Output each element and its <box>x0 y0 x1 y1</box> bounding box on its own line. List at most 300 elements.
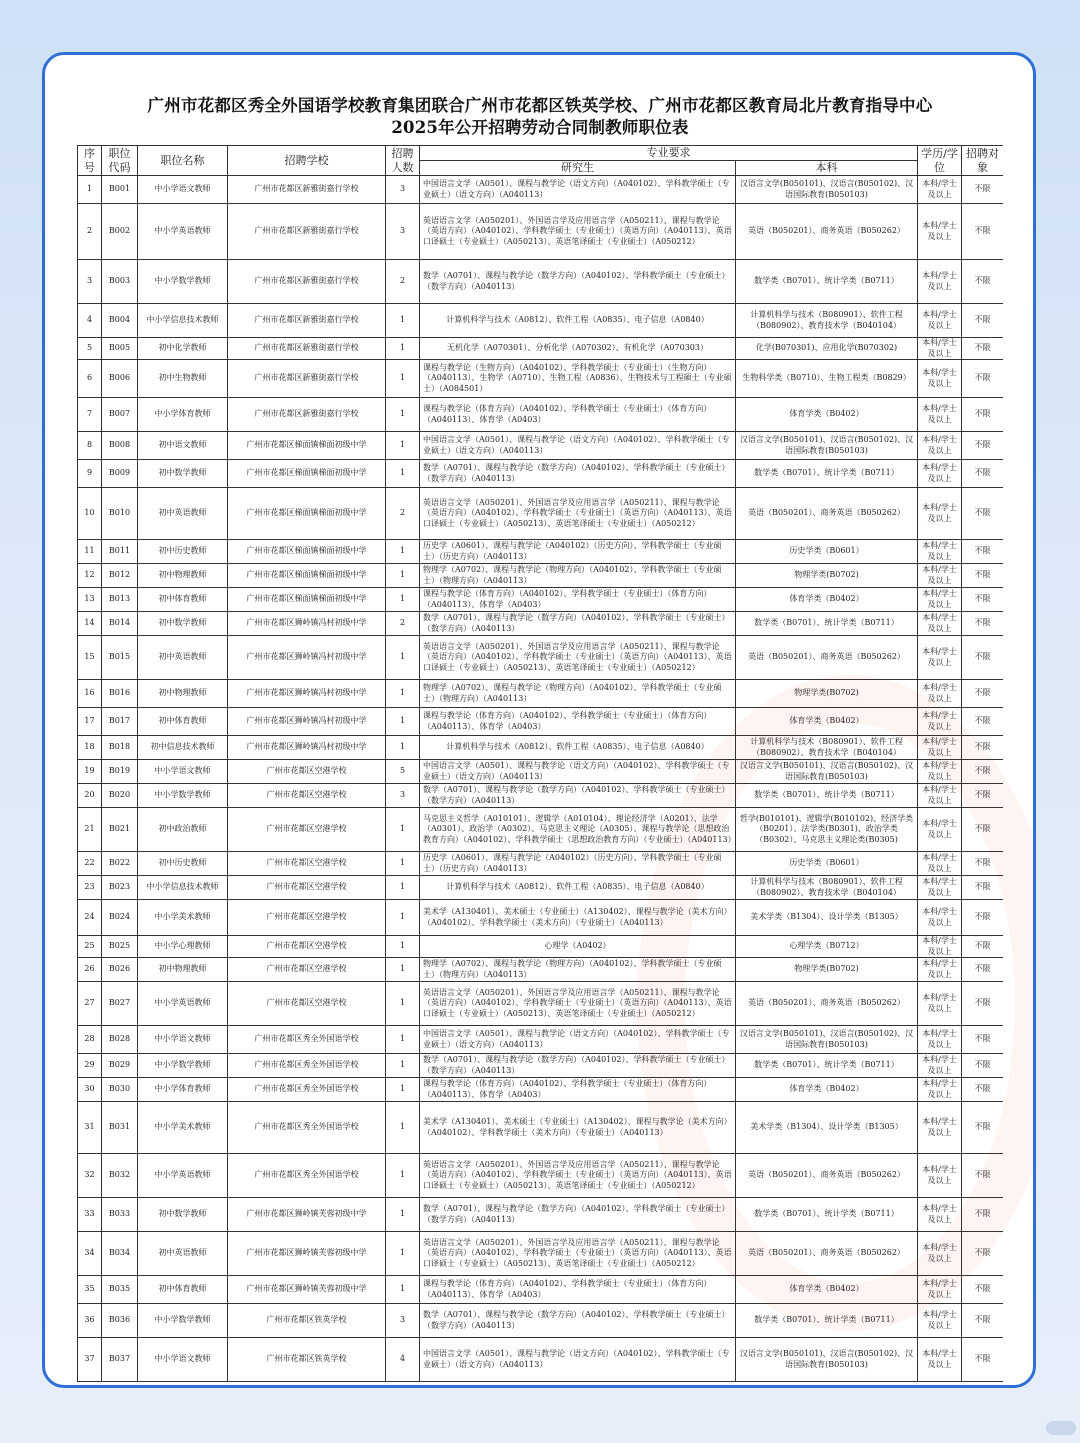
row-seq: 13 <box>78 588 102 612</box>
row-count: 1 <box>386 1078 420 1102</box>
row-degree: 本科/学士及以上 <box>918 460 962 488</box>
row-undergrad-major: 数学类（B0701）、统计学类（B0711） <box>736 784 918 808</box>
table-row <box>78 876 1004 900</box>
row-seq: 6 <box>78 360 102 398</box>
row-seq: 11 <box>78 540 102 564</box>
row-degree: 本科/学士及以上 <box>918 1232 962 1276</box>
row-target: 不限 <box>962 958 1004 982</box>
row-code: B003 <box>102 260 138 304</box>
row-code: B006 <box>102 360 138 398</box>
row-undergrad-major: 体育学类（B0402） <box>736 1276 918 1304</box>
row-degree: 本科/学士及以上 <box>918 1026 962 1054</box>
row-school: 广州市花都区狮岭镇芙蓉初级中学 <box>228 1232 386 1276</box>
row-count: 1 <box>386 982 420 1026</box>
row-seq: 30 <box>78 1078 102 1102</box>
row-grad-major: 中国语言文学（A0501）、课程与教学论（语文方向）（A040102）、学科教学硕士（专业硕士）（语文方向）（A040113） <box>420 432 736 460</box>
row-degree: 本科/学士及以上 <box>918 338 962 360</box>
row-degree: 本科/学士及以上 <box>918 1102 962 1154</box>
row-target: 不限 <box>962 304 1004 338</box>
row-grad-major: 美术学（A130401）、美术硕士（专业硕士）（A130402）、课程与教学论（美术方向）（A040102）、学科教学硕士（美术方向）（专业硕士）（A040113） <box>420 1102 736 1154</box>
row-school: 广州市花都区秀全外国语学校 <box>228 1054 386 1078</box>
row-target: 不限 <box>962 982 1004 1026</box>
row-position: 中小学语文教师 <box>138 1338 228 1382</box>
row-school: 广州市花都区新雅街嘉行学校 <box>228 204 386 260</box>
row-school: 广州市花都区狮岭镇冯村初级中学 <box>228 636 386 680</box>
row-seq: 28 <box>78 1026 102 1054</box>
row-undergrad-major: 数学类（B0701）、统计学类（B0711） <box>736 1198 918 1232</box>
table-row <box>78 1304 1004 1338</box>
row-seq: 9 <box>78 460 102 488</box>
row-position: 初中数学教师 <box>138 612 228 636</box>
row-target: 不限 <box>962 564 1004 588</box>
row-seq: 5 <box>78 338 102 360</box>
row-school: 广州市花都区秀全外国语学校 <box>228 1026 386 1054</box>
row-seq: 26 <box>78 958 102 982</box>
row-school: 广州市花都区新雅街嘉行学校 <box>228 338 386 360</box>
row-undergrad-major: 英语（B050201）、商务英语（B050262） <box>736 1154 918 1198</box>
row-undergrad-major: 历史学类（B0601） <box>736 540 918 564</box>
row-grad-major: 数学（A0701）、课程与教学论（数学方向）（A040102）、学科教学硕士（专业硕士）（数学方向）（A040113） <box>420 612 736 636</box>
row-grad-major: 中国语言文学（A0501）、课程与教学论（语文方向）（A040102）、学科教学硕士（专业硕士）（语文方向）（A040113） <box>420 176 736 204</box>
row-grad-major: 数学（A0701）、课程与教学论（数学方向）（A040102）、学科教学硕士（专业硕士）（数学方向）（A040113） <box>420 1054 736 1078</box>
row-position: 中小学英语教师 <box>138 204 228 260</box>
table-row <box>78 432 1004 460</box>
row-target: 不限 <box>962 540 1004 564</box>
row-grad-major: 英语语言文学（A050201）、外国语言学及应用语言学（A050211）、课程与教学论（英语方向）（A040102）、学科教学硕士（专业硕士）（英语方向）（A040113）、英语口译硕士（专业硕士）（A050213）、英语笔译硕士（专业硕士）（A050212） <box>420 1154 736 1198</box>
row-school: 广州市花都区空港学校 <box>228 784 386 808</box>
row-seq: 37 <box>78 1338 102 1382</box>
row-count: 3 <box>386 204 420 260</box>
row-seq: 10 <box>78 488 102 540</box>
table-row <box>78 982 1004 1026</box>
table-row <box>78 1232 1004 1276</box>
row-count: 1 <box>386 852 420 876</box>
row-degree: 本科/学士及以上 <box>918 736 962 760</box>
row-target: 不限 <box>962 176 1004 204</box>
row-degree: 本科/学士及以上 <box>918 876 962 900</box>
row-position: 中小学美术教师 <box>138 900 228 936</box>
row-target: 不限 <box>962 1154 1004 1198</box>
row-school: 广州市花都区新雅街嘉行学校 <box>228 304 386 338</box>
row-code: B032 <box>102 1154 138 1198</box>
row-undergrad-major: 数学类（B0701）、统计学类（B0711） <box>736 460 918 488</box>
row-code: B001 <box>102 176 138 204</box>
row-grad-major: 英语语言文学（A050201）、外国语言学及应用语言学（A050211）、课程与教学论（英语方向）（A040102）、学科教学硕士（专业硕士）（英语方向）（A040113）、英语口译硕士（专业硕士）（A050213）、英语笔译硕士（专业硕士）（A050212） <box>420 204 736 260</box>
row-count: 1 <box>386 1054 420 1078</box>
row-seq: 20 <box>78 784 102 808</box>
row-count: 1 <box>386 808 420 852</box>
row-code: B017 <box>102 708 138 736</box>
row-count: 1 <box>386 900 420 936</box>
row-school: 广州市花都区新雅街嘉行学校 <box>228 398 386 432</box>
row-count: 3 <box>386 176 420 204</box>
row-grad-major: 计算机科学与技术（A0812）、软件工程（A0835）、电子信息（A0840） <box>420 304 736 338</box>
header-school: 招聘学校 <box>228 146 386 176</box>
row-grad-major: 课程与教学论（体育方向）（A040102）、学科教学硕士（专业硕士）（体育方向）（A040113）、体育学（A0403） <box>420 1276 736 1304</box>
row-target: 不限 <box>962 204 1004 260</box>
row-school: 广州市花都区狮岭镇芙蓉初级中学 <box>228 1198 386 1232</box>
row-position: 初中数学教师 <box>138 460 228 488</box>
row-grad-major: 历史学（A0601）、课程与教学论（A040102）（历史方向）、学科教学硕士（专业硕士）（历史方向）（A040113） <box>420 852 736 876</box>
row-code: B015 <box>102 636 138 680</box>
table-row <box>78 958 1004 982</box>
row-target: 不限 <box>962 808 1004 852</box>
row-school: 广州市花都区狮岭镇冯村初级中学 <box>228 708 386 736</box>
row-target: 不限 <box>962 488 1004 540</box>
row-seq: 24 <box>78 900 102 936</box>
table-row <box>78 736 1004 760</box>
row-count: 1 <box>386 1026 420 1054</box>
row-target: 不限 <box>962 760 1004 784</box>
row-code: B005 <box>102 338 138 360</box>
row-position: 初中历史教师 <box>138 852 228 876</box>
row-seq: 34 <box>78 1232 102 1276</box>
table-row <box>78 1154 1004 1198</box>
row-count: 1 <box>386 876 420 900</box>
table-row <box>78 1026 1004 1054</box>
row-count: 2 <box>386 488 420 540</box>
table-row <box>78 852 1004 876</box>
header-position: 职位名称 <box>138 146 228 176</box>
table-row <box>78 636 1004 680</box>
row-target: 不限 <box>962 338 1004 360</box>
row-undergrad-major: 物理学类(B0702) <box>736 680 918 708</box>
row-seq: 3 <box>78 260 102 304</box>
row-grad-major: 数学（A0701）、课程与教学论（数学方向）（A040102）、学科教学硕士（专业硕士）（数学方向）（A040113） <box>420 260 736 304</box>
row-position: 初中历史教师 <box>138 540 228 564</box>
row-degree: 本科/学士及以上 <box>918 612 962 636</box>
row-school: 广州市花都区梯面镇梯面初级中学 <box>228 564 386 588</box>
row-grad-major: 课程与教学论（体育方向）（A040102）、学科教学硕士（专业硕士）（体育方向）（A040113）、体育学（A0403） <box>420 588 736 612</box>
header-count: 招聘人数 <box>386 146 420 176</box>
row-target: 不限 <box>962 708 1004 736</box>
row-grad-major: 无机化学（A070301）、分析化学（A070302）、有机化学（A070303） <box>420 338 736 360</box>
table-row <box>78 936 1004 958</box>
row-school: 广州市花都区狮岭镇冯村初级中学 <box>228 736 386 760</box>
row-target: 不限 <box>962 1054 1004 1078</box>
row-degree: 本科/学士及以上 <box>918 540 962 564</box>
row-school: 广州市花都区狮岭镇冯村初级中学 <box>228 612 386 636</box>
row-position: 中小学美术教师 <box>138 1102 228 1154</box>
header-major: 专业要求 <box>420 146 918 161</box>
row-grad-major: 数学（A0701）、课程与教学论（数学方向）（A040102）、学科教学硕士（专业硕士）（数学方向）（A040113） <box>420 784 736 808</box>
row-position: 初中信息技术教师 <box>138 736 228 760</box>
row-school: 广州市花都区梯面镇梯面初级中学 <box>228 460 386 488</box>
row-school: 广州市花都区梯面镇梯面初级中学 <box>228 488 386 540</box>
row-target: 不限 <box>962 680 1004 708</box>
row-undergrad-major: 计算机科学与技术（B080901）、软件工程（B080902）、教育技术学（B040104） <box>736 876 918 900</box>
row-target: 不限 <box>962 1198 1004 1232</box>
row-count: 2 <box>386 260 420 304</box>
row-count: 1 <box>386 1154 420 1198</box>
row-grad-major: 计算机科学与技术（A0812）、软件工程（A0835）、电子信息（A0840） <box>420 736 736 760</box>
table-row <box>78 1338 1004 1382</box>
row-code: B010 <box>102 488 138 540</box>
row-degree: 本科/学士及以上 <box>918 260 962 304</box>
row-position: 初中体育教师 <box>138 588 228 612</box>
row-count: 3 <box>386 784 420 808</box>
table-row <box>78 338 1004 360</box>
row-undergrad-major: 体育学类（B0402） <box>736 398 918 432</box>
row-position: 中小学数学教师 <box>138 1054 228 1078</box>
row-undergrad-major: 数学类（B0701）、统计学类（B0711） <box>736 1304 918 1338</box>
row-count: 4 <box>386 1338 420 1382</box>
row-code: B009 <box>102 460 138 488</box>
row-target: 不限 <box>962 1304 1004 1338</box>
row-school: 广州市花都区空港学校 <box>228 876 386 900</box>
row-degree: 本科/学士及以上 <box>918 784 962 808</box>
row-target: 不限 <box>962 1338 1004 1382</box>
row-degree: 本科/学士及以上 <box>918 808 962 852</box>
row-grad-major: 英语语言文学（A050201）、外国语言学及应用语言学（A050211）、课程与教学论（英语方向）（A040102）、学科教学硕士（专业硕士）（英语方向）（A040113）、英语口译硕士（专业硕士）（A050213）、英语笔译硕士（专业硕士）（A050212） <box>420 488 736 540</box>
row-seq: 4 <box>78 304 102 338</box>
row-seq: 22 <box>78 852 102 876</box>
row-count: 5 <box>386 760 420 784</box>
row-position: 中小学体育教师 <box>138 1078 228 1102</box>
row-target: 不限 <box>962 900 1004 936</box>
row-seq: 29 <box>78 1054 102 1078</box>
page-title <box>77 87 1003 139</box>
row-seq: 2 <box>78 204 102 260</box>
row-grad-major: 计算机科学与技术（A0812）、软件工程（A0835）、电子信息（A0840） <box>420 876 736 900</box>
row-code: B030 <box>102 1078 138 1102</box>
row-code: B026 <box>102 958 138 982</box>
row-undergrad-major: 历史学类（B0601） <box>736 852 918 876</box>
row-school: 广州市花都区空港学校 <box>228 808 386 852</box>
row-position: 中小学语文教师 <box>138 760 228 784</box>
row-position: 中小学数学教师 <box>138 784 228 808</box>
row-grad-major: 心理学（A0402） <box>420 936 736 958</box>
row-undergrad-major: 英语（B050201）、商务英语（B050262） <box>736 636 918 680</box>
row-undergrad-major: 数学类（B0701）、统计学类（B0711） <box>736 260 918 304</box>
row-target: 不限 <box>962 1102 1004 1154</box>
row-target: 不限 <box>962 360 1004 398</box>
row-seq: 16 <box>78 680 102 708</box>
row-code: B016 <box>102 680 138 708</box>
table-row <box>78 1102 1004 1154</box>
document <box>77 87 1003 1387</box>
table-row <box>78 808 1004 852</box>
row-target: 不限 <box>962 460 1004 488</box>
row-position: 中小学心理教师 <box>138 936 228 958</box>
row-grad-major: 课程与教学论（体育方向）（A040102）、学科教学硕士（专业硕士）（体育方向）（A040113）、体育学（A0403） <box>420 398 736 432</box>
table-body <box>78 176 1004 1382</box>
row-target: 不限 <box>962 432 1004 460</box>
row-count: 1 <box>386 1276 420 1304</box>
row-count: 1 <box>386 588 420 612</box>
row-position: 初中政治教师 <box>138 808 228 852</box>
row-undergrad-major: 汉语言文学(B050101)、汉语言(B050102)、汉语国际教育(B050103) <box>736 1338 918 1382</box>
row-degree: 本科/学士及以上 <box>918 1276 962 1304</box>
header-target: 招聘对象 <box>962 146 1004 176</box>
row-count: 2 <box>386 612 420 636</box>
row-degree: 本科/学士及以上 <box>918 1198 962 1232</box>
row-school: 广州市花都区铁英学校 <box>228 1304 386 1338</box>
row-code: B008 <box>102 432 138 460</box>
row-code: B021 <box>102 808 138 852</box>
row-target: 不限 <box>962 1232 1004 1276</box>
row-undergrad-major: 英语（B050201）、商务英语（B050262） <box>736 982 918 1026</box>
row-code: B002 <box>102 204 138 260</box>
row-count: 1 <box>386 360 420 398</box>
table-row <box>78 460 1004 488</box>
row-degree: 本科/学士及以上 <box>918 176 962 204</box>
row-seq: 23 <box>78 876 102 900</box>
row-school: 广州市花都区梯面镇梯面初级中学 <box>228 432 386 460</box>
row-grad-major: 数学（A0701）、课程与教学论（数学方向）（A040102）、学科教学硕士（专业硕士）（数学方向）（A040113） <box>420 1198 736 1232</box>
row-code: B019 <box>102 760 138 784</box>
positions-table <box>77 145 1003 1382</box>
row-target: 不限 <box>962 876 1004 900</box>
row-target: 不限 <box>962 1026 1004 1054</box>
table-row <box>78 588 1004 612</box>
row-target: 不限 <box>962 398 1004 432</box>
table-row <box>78 204 1004 260</box>
table-row <box>78 1054 1004 1078</box>
row-code: B028 <box>102 1026 138 1054</box>
row-grad-major: 数学（A0701）、课程与教学论（数学方向）（A040102）、学科教学硕士（专业硕士）（数学方向）（A040113） <box>420 460 736 488</box>
row-seq: 12 <box>78 564 102 588</box>
row-grad-major: 数学（A0701）、课程与教学论（数学方向）（A040102）、学科教学硕士（专业硕士）（数学方向）（A040113） <box>420 1304 736 1338</box>
row-code: B023 <box>102 876 138 900</box>
row-undergrad-major: 英语（B050201）、商务英语（B050262） <box>736 1232 918 1276</box>
row-undergrad-major: 哲学(B010101)、逻辑学(B010102)、经济学类（B0201）、法学类(B0301)、政治学类（B0302）、马克思主义理论类(B0305) <box>736 808 918 852</box>
row-school: 广州市花都区秀全外国语学校 <box>228 1078 386 1102</box>
row-degree: 本科/学士及以上 <box>918 564 962 588</box>
row-school: 广州市花都区铁英学校 <box>228 1338 386 1382</box>
row-code: B012 <box>102 564 138 588</box>
table-row <box>78 1078 1004 1102</box>
row-degree: 本科/学士及以上 <box>918 398 962 432</box>
row-count: 1 <box>386 936 420 958</box>
row-undergrad-major: 美术学类（B1304）、设计学类（B1305） <box>736 1102 918 1154</box>
row-undergrad-major: 英语（B050201）、商务英语（B050262） <box>736 204 918 260</box>
row-seq: 36 <box>78 1304 102 1338</box>
row-code: B013 <box>102 588 138 612</box>
scroll-indicator[interactable] <box>1046 1421 1076 1435</box>
table-row <box>78 760 1004 784</box>
row-count: 1 <box>386 304 420 338</box>
row-count: 1 <box>386 338 420 360</box>
row-code: B036 <box>102 1304 138 1338</box>
row-degree: 本科/学士及以上 <box>918 304 962 338</box>
row-target: 不限 <box>962 1276 1004 1304</box>
row-school: 广州市花都区空港学校 <box>228 982 386 1026</box>
table-row <box>78 1276 1004 1304</box>
row-count: 1 <box>386 398 420 432</box>
row-degree: 本科/学士及以上 <box>918 852 962 876</box>
row-count: 1 <box>386 460 420 488</box>
row-position: 初中英语教师 <box>138 1232 228 1276</box>
row-school: 广州市花都区空港学校 <box>228 936 386 958</box>
row-seq: 21 <box>78 808 102 852</box>
row-degree: 本科/学士及以上 <box>918 708 962 736</box>
row-code: B027 <box>102 982 138 1026</box>
row-degree: 本科/学士及以上 <box>918 432 962 460</box>
row-seq: 14 <box>78 612 102 636</box>
row-target: 不限 <box>962 852 1004 876</box>
header-row-1 <box>78 146 1004 161</box>
row-degree: 本科/学士及以上 <box>918 204 962 260</box>
row-target: 不限 <box>962 736 1004 760</box>
row-code: B033 <box>102 1198 138 1232</box>
row-target: 不限 <box>962 1078 1004 1102</box>
table-row <box>78 680 1004 708</box>
row-position: 初中语文教师 <box>138 432 228 460</box>
row-seq: 7 <box>78 398 102 432</box>
row-count: 1 <box>386 1232 420 1276</box>
row-undergrad-major: 体育学类（B0402） <box>736 708 918 736</box>
table-row <box>78 176 1004 204</box>
row-position: 中小学信息技术教师 <box>138 304 228 338</box>
row-code: B031 <box>102 1102 138 1154</box>
row-position: 初中体育教师 <box>138 708 228 736</box>
table-row <box>78 1198 1004 1232</box>
header-seq: 序号 <box>78 146 102 176</box>
row-undergrad-major: 美术学类（B1304）、设计学类（B1305） <box>736 900 918 936</box>
row-position: 初中物理教师 <box>138 564 228 588</box>
row-grad-major: 历史学（A0601）、课程与教学论（A040102）（历史方向）、学科教学硕士（专业硕士）（历史方向）（A040113） <box>420 540 736 564</box>
row-code: B029 <box>102 1054 138 1078</box>
row-seq: 1 <box>78 176 102 204</box>
row-target: 不限 <box>962 588 1004 612</box>
row-grad-major: 美术学（A130401）、美术硕士（专业硕士）（A130402）、课程与教学论（美术方向）（A040102）、学科教学硕士（美术方向）（专业硕士）（A040113） <box>420 900 736 936</box>
table-row <box>78 564 1004 588</box>
table-row <box>78 304 1004 338</box>
row-grad-major: 课程与教学论（体育方向）（A040102）、学科教学硕士（专业硕士）（体育方向）（A040113）、体育学（A0403） <box>420 708 736 736</box>
row-target: 不限 <box>962 612 1004 636</box>
row-position: 初中英语教师 <box>138 636 228 680</box>
row-position: 中小学语文教师 <box>138 1026 228 1054</box>
row-target: 不限 <box>962 784 1004 808</box>
row-school: 广州市花都区空港学校 <box>228 958 386 982</box>
row-grad-major: 课程与教学论（体育方向）（A040102）、学科教学硕士（专业硕士）（体育方向）（A040113）、体育学（A0403） <box>420 1078 736 1102</box>
row-school: 广州市花都区新雅街嘉行学校 <box>228 176 386 204</box>
row-school: 广州市花都区新雅街嘉行学校 <box>228 260 386 304</box>
row-school: 广州市花都区空港学校 <box>228 900 386 936</box>
row-target: 不限 <box>962 636 1004 680</box>
row-school: 广州市花都区空港学校 <box>228 760 386 784</box>
row-degree: 本科/学士及以上 <box>918 760 962 784</box>
row-position: 初中化学教师 <box>138 338 228 360</box>
row-degree: 本科/学士及以上 <box>918 1338 962 1382</box>
row-grad-major: 中国语言文学（A0501）、课程与教学论（语文方向）（A040102）、学科教学硕士（专业硕士）（语文方向）（A040113） <box>420 760 736 784</box>
row-school: 广州市花都区狮岭镇冯村初级中学 <box>228 680 386 708</box>
row-count: 1 <box>386 1102 420 1154</box>
row-count: 1 <box>386 680 420 708</box>
row-seq: 18 <box>78 736 102 760</box>
row-code: B035 <box>102 1276 138 1304</box>
row-undergrad-major: 数学类（B0701）、统计学类（B0711） <box>736 1054 918 1078</box>
row-code: B037 <box>102 1338 138 1382</box>
row-count: 1 <box>386 564 420 588</box>
row-school: 广州市花都区空港学校 <box>228 852 386 876</box>
row-count: 3 <box>386 1304 420 1338</box>
row-undergrad-major: 汉语言文学(B050101)、汉语言(B050102)、汉语国际教育(B050103) <box>736 760 918 784</box>
row-count: 1 <box>386 958 420 982</box>
row-degree: 本科/学士及以上 <box>918 488 962 540</box>
row-undergrad-major: 英语（B050201）、商务英语（B050262） <box>736 488 918 540</box>
row-degree: 本科/学士及以上 <box>918 360 962 398</box>
row-grad-major: 课程与教学论（生物方向）（A040102）、学科教学硕士（专业硕士）（生物方向）（A040113）、生物学（A0710）、生物工程（A0836）、生物技术与工程硕士（专业硕士）（A084501） <box>420 360 736 398</box>
table-row <box>78 540 1004 564</box>
table-row <box>78 360 1004 398</box>
row-position: 中小学英语教师 <box>138 1154 228 1198</box>
row-target: 不限 <box>962 936 1004 958</box>
table-row <box>78 612 1004 636</box>
table-row <box>78 784 1004 808</box>
row-position: 中小学体育教师 <box>138 398 228 432</box>
